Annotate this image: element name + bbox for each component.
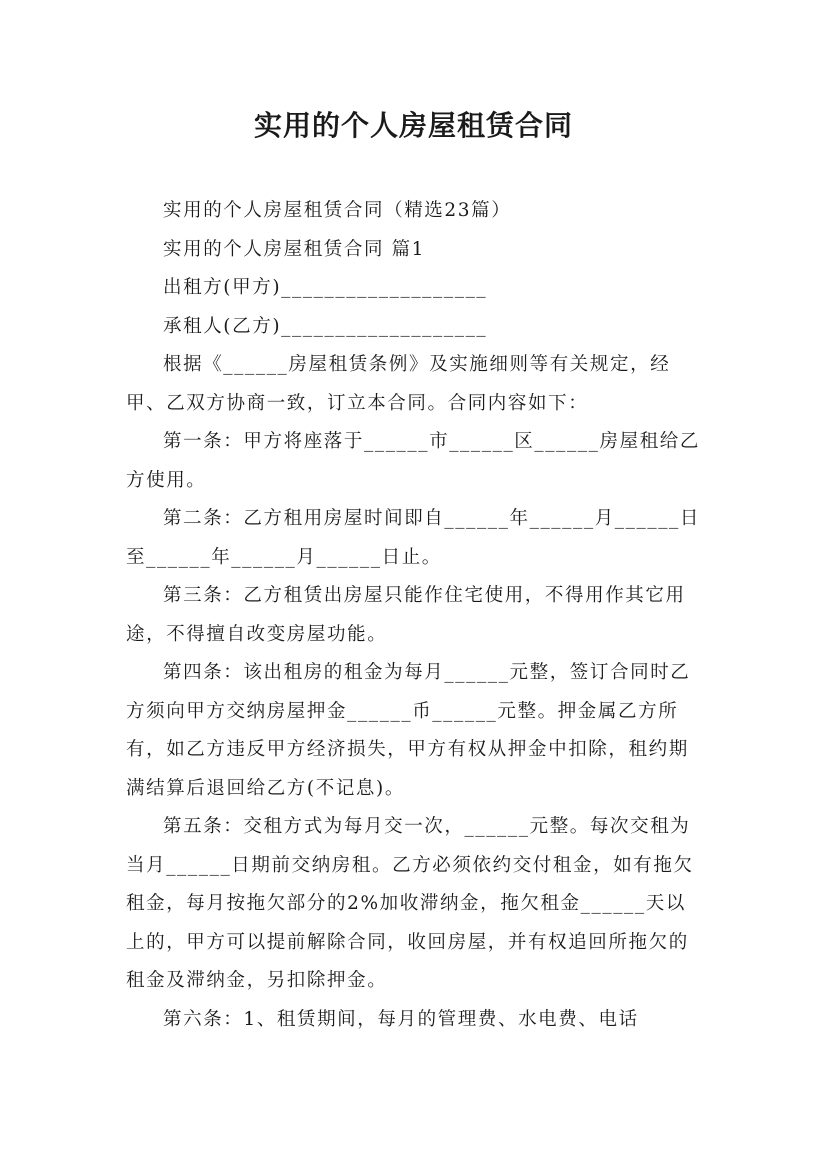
paragraph-preamble: 根据《______房屋租赁条例》及实施细则等有关规定，经甲、乙双方协商一致，订立本合同。合同内容如下： — [126, 354, 671, 414]
paragraph-article-5: 第五条：交租方式为每月交一次，______元整。每次交租为当月______日期前交纳房租。乙方必须依约交付租金，如有拖欠租金，每月按拖欠部分的2%加收滞纳金，拖欠租金______天以上的，甲方可以提前解除合同，收回房屋，并有权追回所拖欠的租金及滞纳金，另扣除押金。 — [126, 816, 694, 991]
document-title: 实用的个人房屋租赁合同 — [253, 109, 573, 142]
document-body — [126, 192, 706, 1039]
paragraph-article-6: 第六条：1、租赁期间，每月的管理费、水电费、电话 — [163, 1008, 639, 1030]
paragraph-article-1: 第一条：甲方将座落于______市______区______房屋租给乙方使用。 — [126, 431, 701, 491]
paragraph-article-3: 第三条：乙方租赁出房屋只能作住宅使用，不得用作其它用途，不得擅自改变房屋功能。 — [126, 585, 686, 645]
paragraph-article-2: 第二条：乙方租用房屋时间即自______年______月______日至______年______月______日止。 — [126, 508, 701, 568]
paragraph-section-heading: 实用的个人房屋租赁合同 篇1 — [163, 238, 426, 260]
paragraph-lessor: 出租方(甲方)___________________ — [163, 277, 488, 298]
paragraph-subtitle: 实用的个人房屋租赁合同（精选23篇） — [163, 200, 512, 221]
paragraph-lessee: 承租人(乙方)___________________ — [163, 315, 488, 337]
paragraph-article-4: 第四条：该出租房的租金为每月______元整，签订合同时乙方须向甲方交纳房屋押金______币______元整。押金属乙方所有，如乙方违反甲方经济损失，甲方有权从押金中扣除，租约期满结算后退回给乙方(不记息)。 — [126, 662, 691, 799]
